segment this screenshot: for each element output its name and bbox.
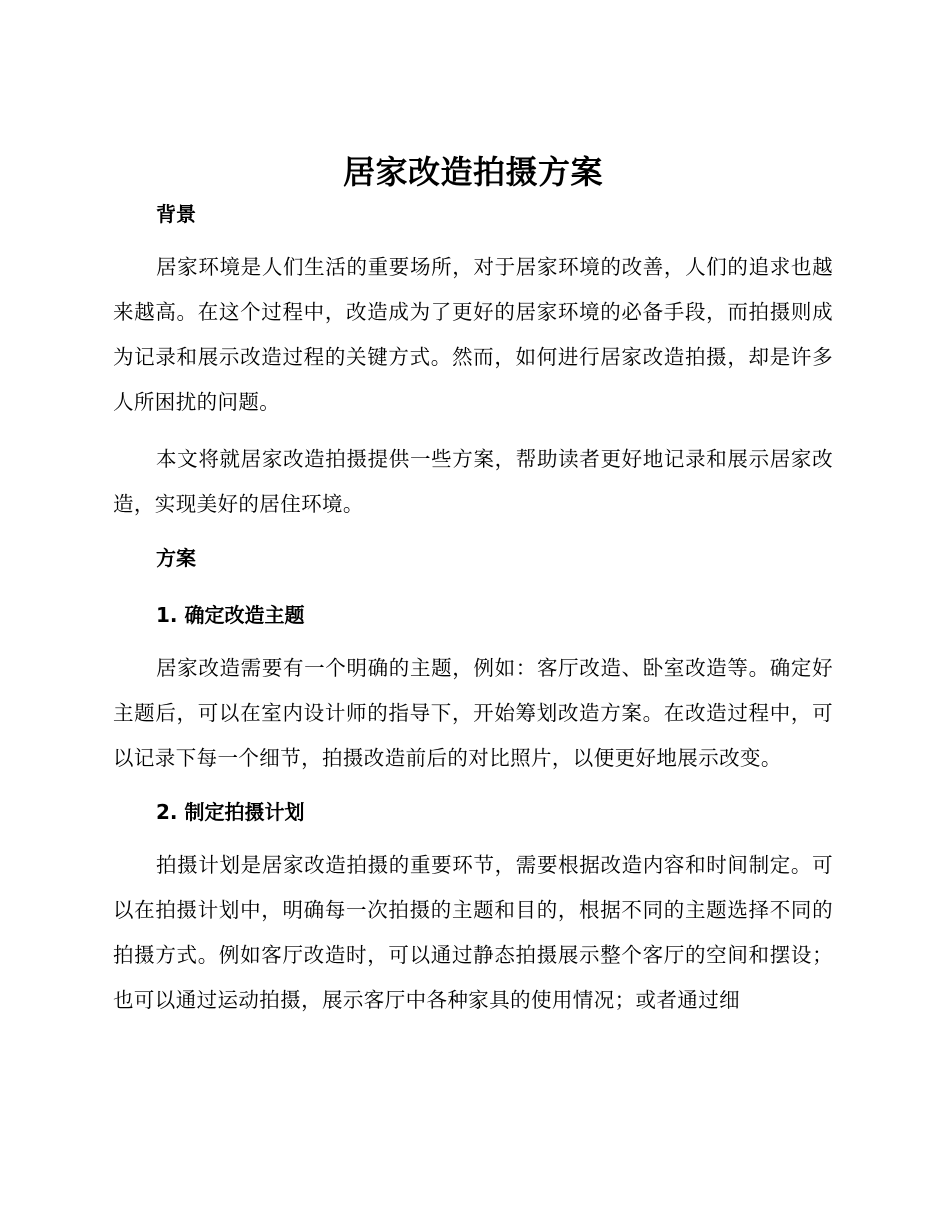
document-title: 居家改造拍摄方案 <box>342 153 603 191</box>
spacer <box>113 629 833 646</box>
step2-heading: 2. 制定拍摄计划 <box>156 800 305 824</box>
spacer <box>113 228 833 245</box>
spacer <box>113 572 833 589</box>
spacer <box>113 826 833 843</box>
background-paragraph-1: 居家环境是人们生活的重要场所，对于居家环境的改善，人们的追求也越来越高。在这个过程中，改造成为了更好的居家环境的必备手段，而拍摄则成为记录和展示改造过程的关键方式。然而，如何进行居家改造拍摄，却是许多人所困扰的问题。 <box>113 255 833 414</box>
spacer <box>113 781 833 798</box>
spacer <box>113 589 833 601</box>
step1-heading: 1. 确定改造主题 <box>156 603 305 627</box>
background-heading: 背景 <box>156 202 196 226</box>
spacer <box>113 527 833 544</box>
background-paragraph-2: 本文将就居家改造拍摄提供一些方案，帮助读者更好地记录和展示居家改造，实现美好的居住环境。 <box>113 447 833 516</box>
plan-heading: 方案 <box>156 546 196 570</box>
step1-paragraph: 居家改造需要有一个明确的主题，例如：客厅改造、卧室改造等。确定好主题后，可以在室内设计师的指导下，开始筹划改造方案。在改造过程中，可以记录下每一个细节，拍摄改造前后的对比照片，以便更好地展示改变。 <box>113 656 833 770</box>
spacer <box>113 425 833 437</box>
step2-paragraph: 拍摄计划是居家改造拍摄的重要环节，需要根据改造内容和时间制定。可以在拍摄计划中，明确每一次拍摄的主题和目的，根据不同的主题选择不同的拍摄方式。例如客厅改造时，可以通过静态拍摄展示整个客厅的空间和摆设；也可以通过运动拍摄，展示客厅中各种家具的使用情况；或者通过细 <box>113 853 833 1012</box>
document-page <box>113 150 833 1023</box>
